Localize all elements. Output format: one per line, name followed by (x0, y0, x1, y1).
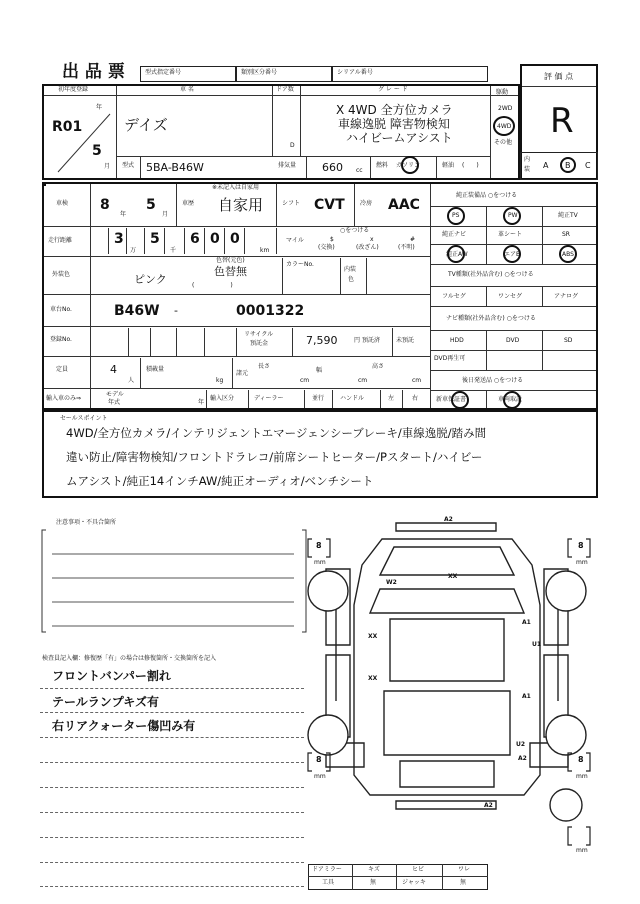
sales-line3: ムアシスト/純正14インチAW/純正オーディオ/ベンチシート (66, 474, 374, 488)
color-paren: ( ) (192, 282, 233, 289)
chassis-dash: - (174, 304, 178, 317)
equip-later: 後日発送品 ○をつける (462, 377, 524, 384)
import-left: 左 (388, 395, 395, 402)
grade-line1: X 4WD 全方位カメラ (336, 103, 453, 117)
mileage-exchange: (交換) (318, 244, 335, 251)
history-label: 車歴 (182, 200, 195, 207)
equip-warranty: 新車保証書 (436, 396, 467, 403)
wheel-front-left (308, 571, 348, 611)
mileage-tamper-mark: x (370, 236, 374, 243)
dmg-w2: W2 (386, 579, 397, 586)
interior-grade-box (520, 152, 598, 180)
displacement-cc: cc (356, 167, 363, 174)
tire-fr: 8 (578, 541, 584, 550)
equip-navi-type: ナビ種類(社外品含む) ○をつける (446, 315, 536, 322)
interior-color-label-1: 内装 (344, 266, 357, 273)
fuel-gasoline-circle (401, 156, 419, 174)
shaken-month-mark: 月 (162, 211, 169, 218)
sales-label: セールスポイント (60, 415, 108, 422)
recycle-deposited: 預託済 (362, 337, 381, 344)
model-label: 型式 (122, 162, 135, 169)
wheel-rear-left (308, 715, 348, 755)
grade-label: グ レ ー ド (378, 86, 408, 93)
rear-area-shape (384, 691, 510, 755)
ac-label: 冷房 (360, 200, 373, 207)
wheel-front-right (546, 571, 586, 611)
equip-warranty-circle (451, 391, 469, 409)
mileage-exchange-mark: $ (330, 236, 334, 243)
interior-b-circle (560, 157, 576, 173)
mileage-sen: 千 (170, 247, 177, 254)
tire-rr-mm: mm (576, 773, 588, 780)
front-bumper-shape (396, 523, 496, 531)
tire-fl: 8 (316, 541, 322, 550)
mileage-circle-note: ○をつける (340, 227, 370, 234)
mileage-mile: マイル (286, 237, 304, 244)
color-change: 色替無 (214, 265, 247, 278)
equip-analog: アナログ (554, 293, 579, 300)
equip-tv-type: TV種類(社外品含む) ○をつける (448, 271, 534, 278)
color-label: 外装色 (52, 271, 71, 278)
serial-label: シリアル番号 (337, 69, 373, 76)
legend-ware: ワレ (458, 866, 471, 873)
regno-label: 登録No. (50, 336, 72, 343)
serial-box (332, 66, 488, 82)
tire-rr: 8 (578, 755, 584, 764)
equip-pw: PW (508, 212, 518, 219)
history-note: ※未記入は自家用 (212, 184, 260, 191)
spare-mm: mm (576, 847, 588, 854)
reg-era: R01 (52, 119, 83, 135)
dims-height: 高さ (372, 363, 385, 370)
capacity-label: 定員 (56, 366, 69, 373)
equip-manual: 車両取説 (498, 396, 523, 403)
dmg-a2-r: A2 (518, 755, 527, 762)
note-line3: 右リアクォーター傷凹み有 (52, 719, 196, 733)
drive-2wd: 2WD (498, 105, 513, 112)
import-dealer: ディーラー (254, 395, 284, 402)
equip-oneseg: ワンセグ (498, 293, 523, 300)
equip-airbag: エアB (504, 251, 521, 258)
body-outline (354, 539, 540, 795)
mileage-label: 走行距離 (48, 237, 73, 244)
roof-shape (390, 619, 504, 681)
interior-a: A (543, 161, 549, 170)
katashiki-label: 型式指定番号 (145, 69, 182, 76)
color-original-label: 色替(元色) (216, 257, 245, 264)
dims-label: 諸元 (236, 370, 249, 377)
interior-b: B (565, 161, 571, 170)
dmg-a1-r2: A1 (522, 693, 531, 700)
legend-door-mirror: ドアミラー (312, 866, 342, 873)
car-name: デイズ (124, 116, 168, 134)
dims-width-cm: cm (358, 377, 368, 384)
equip-leather: 革シート (498, 231, 523, 238)
history-value: 自家用 (218, 196, 264, 214)
equip-navi: 純正ナビ (442, 231, 467, 238)
recycle-label-2: 預託金 (250, 340, 269, 347)
reg-month: 5 (92, 143, 102, 159)
import-parallel: 並行 (312, 395, 325, 402)
interior-color-label-2: 色 (348, 276, 355, 283)
import-kubun: 輸入区分 (210, 395, 235, 402)
dims-length-cm: cm (300, 377, 310, 384)
door-mark: D (290, 142, 295, 149)
legend-kizu: キズ (368, 866, 380, 873)
ruibetsu-box (236, 66, 332, 82)
windshield-shape (370, 589, 524, 613)
sheet-title: 出 品 票 (62, 62, 125, 82)
equip-manual-circle (503, 391, 521, 409)
interior-c: C (585, 161, 591, 170)
equip-aw-circle (447, 245, 465, 263)
mileage-man: 万 (130, 247, 137, 254)
equip-pw-circle (503, 207, 521, 225)
inspector-label: 検査員記入欄：修復歴「有」の場合は修復箇所・交換箇所を記入 (42, 655, 217, 662)
tire-rl: 8 (316, 755, 322, 764)
first-reg-label: 初年度登録 (58, 86, 89, 93)
capacity-unit: 人 (128, 377, 135, 384)
shaken-year-mark: 年 (120, 211, 127, 218)
fuel-diesel: 軽油 (442, 162, 455, 169)
equip-ps: PS (452, 212, 460, 219)
displacement-value: 660 (322, 161, 343, 174)
color-no-label: カラーNo. (286, 261, 314, 268)
load-label: 積載量 (146, 366, 165, 373)
shift-label: シフト (282, 200, 301, 207)
caution-label: 注意事項・不具合箇所 (56, 519, 117, 526)
equip-aw: 純正AW (446, 251, 468, 258)
tire-fl-mm: mm (314, 559, 326, 566)
equip-hdd: HDD (450, 337, 464, 344)
import-label: 輸入車のみ⇒ (46, 395, 82, 402)
reg-year-mark: 年 (96, 104, 103, 111)
legend-nashi1: 無 (370, 879, 377, 886)
ruibetsu-label: 類別区分番号 (241, 69, 278, 76)
drive-4wd: 4WD (497, 123, 512, 130)
caution-bracket (40, 524, 310, 638)
dmg-xx-roof: XX (448, 573, 458, 580)
grade-line3: ハイビームアシスト (346, 131, 453, 145)
shaken-label: 車検 (56, 200, 69, 207)
dims-width: 幅 (316, 367, 323, 374)
wheel-rear-right (546, 715, 586, 755)
legend-jack: ジャッキ (402, 879, 426, 886)
model-year-1: モデル (106, 391, 124, 398)
recycle-not-deposited: 未預託 (396, 337, 415, 344)
model-year-nen: 年 (198, 399, 205, 406)
dmg-xx-left2: XX (368, 675, 378, 682)
equip-dvd-play: DVD再生可 (434, 355, 466, 362)
load-kg: kg (216, 377, 224, 384)
dmg-a1-r1: A1 (522, 619, 531, 626)
tire-fr-mm: mm (576, 559, 588, 566)
rear-bumper-shape (396, 801, 496, 809)
shaken-month: 5 (146, 197, 156, 213)
sales-line2: 違い防止/障害物検知/フロントドラレコ/前席シートヒーター/Pスタート/ハイビー (66, 450, 483, 464)
chassis-label: 車台No. (50, 306, 72, 313)
chassis-prefix: B46W (114, 303, 160, 319)
drive-4wd-circle (493, 116, 515, 136)
mileage-d4: 0 (210, 231, 220, 247)
dims-height-cm: cm (412, 377, 422, 384)
ac-value: AAC (388, 197, 420, 213)
equip-abs: ABS (562, 251, 574, 258)
mileage-d5: 0 (230, 231, 240, 247)
drive-label: 駆動 (496, 89, 509, 96)
fuel-paren: ( ) (462, 162, 479, 169)
spare-wheel (550, 789, 582, 821)
equip-ps-circle (447, 207, 465, 225)
equip-airbag-circle (503, 245, 521, 263)
dims-length: 長さ (258, 363, 271, 370)
grade-line2: 車線逸脱 障害物検知 (338, 117, 450, 131)
dmg-a2-top: A2 (444, 516, 453, 523)
model-year-2: 年式 (108, 399, 121, 406)
fuel-label: 燃料 (376, 162, 389, 169)
recycle-label-1: リサイクル (244, 331, 274, 338)
reg-month-mark: 月 (104, 163, 111, 170)
dmg-u2: U2 (516, 741, 526, 748)
recycle-value: 7,590 (306, 334, 338, 347)
mileage-d3: 6 (190, 231, 200, 247)
hyouka-label: 評 価 点 (544, 72, 574, 81)
mileage-d1: 3 (114, 231, 124, 247)
note-line2: テールランプキズ有 (52, 695, 160, 709)
dmg-xx-left1: XX (368, 633, 378, 640)
legend-hibi: ヒビ (412, 866, 425, 873)
equip-tv: 純正TV (558, 212, 578, 219)
equip-title: 純正装備品 ○をつける (456, 192, 518, 199)
car-name-label: 車 名 (180, 86, 194, 93)
drive-other: その他 (494, 139, 513, 146)
displacement-label: 排気量 (278, 162, 297, 169)
recycle-yen: 円 (354, 337, 361, 344)
dmg-a2-bottom: A2 (484, 802, 493, 809)
mileage-km: km (260, 247, 270, 254)
fuel-gasoline: ガソリン (396, 162, 421, 169)
import-handle: ハンドル (340, 395, 365, 402)
interior-label-1: 内 (524, 156, 531, 163)
hood-shape (380, 547, 514, 575)
shift-value: CVT (314, 197, 345, 213)
tire-rl-mm: mm (314, 773, 326, 780)
equip-fullseg: フルセグ (442, 293, 466, 300)
color-value: ピンク (134, 273, 167, 286)
interior-label-2: 装 (524, 166, 531, 173)
door-label: ドア数 (276, 86, 294, 93)
katashiki-box (140, 66, 236, 82)
dmg-u1: U1 (532, 641, 542, 648)
chassis-number: 0001322 (236, 303, 305, 319)
score-value: R (550, 101, 574, 141)
sales-line1: 4WD/全方位カメラ/インテリジェントエマージェンシーブレーキ/車線逸脱/踏み間 (66, 426, 487, 440)
equip-sr: SR (562, 231, 570, 238)
legend-nashi2: 無 (460, 879, 467, 886)
trunk-shape (400, 761, 494, 787)
damage-diagram (300, 505, 640, 870)
mileage-tamper: (改ざん) (356, 244, 379, 251)
mileage-d2: 5 (150, 231, 160, 247)
shaken-year: 8 (100, 197, 110, 213)
capacity-value: 4 (110, 363, 117, 376)
note-line1: フロントバンパー割れ (52, 669, 171, 683)
legend-tools: 工具 (322, 879, 335, 886)
mileage-unknown: (不明) (398, 244, 415, 251)
mileage-unknown-mark: # (410, 236, 416, 243)
equip-dvd: DVD (506, 337, 520, 344)
model-value: 5BA-B46W (146, 161, 204, 174)
import-right: 右 (412, 395, 419, 402)
equip-sd: SD (564, 337, 573, 344)
equip-abs-circle (559, 245, 577, 263)
